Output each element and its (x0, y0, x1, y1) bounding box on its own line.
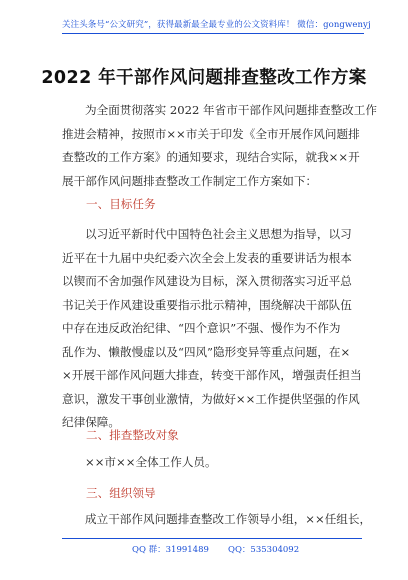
body-line: ×开展干部作风问题大排查，转变干部作风，增强责任担当 (62, 368, 362, 382)
intro-line: 推进会精神，按照市××市关于印发《全市开展作风问题排 (62, 126, 360, 141)
body-line: 近平在十九届中央纪委六次全会上发表的重要讲话为根本 (62, 250, 352, 265)
section-heading-targets: 二、排查整改对象 (86, 428, 179, 442)
body-line: 以锲而不舍加强作风建设为目标，深入贯彻落实习近平总 (62, 274, 352, 288)
intro-line: 为全面贯彻落实 2022 年省市干部作风问题排查整改工作 (85, 103, 377, 117)
intro-line: 查整改的工作方案》的通知要求，现结合实际，就我××开 (62, 150, 360, 164)
section-body-organization (62, 508, 372, 532)
body-line: 书记关于作风建设重要指示批示精神，围绕解决干部队伍 (62, 297, 352, 312)
body-line: 成立干部作风问题排查整改工作领导小组，××任组长， (85, 512, 372, 526)
section-body-goals (62, 223, 362, 435)
footer-qq-group: QQ 群：31991489 (132, 545, 209, 555)
body-line: 乱作为、懒散慢虚以及“四风”隐形变异等重点问题，在× (62, 344, 351, 359)
intro-paragraph (62, 99, 377, 193)
body-line: 中存在违反政治纪律、“四个意识”不强、慢作为不作为 (62, 321, 341, 335)
section-body-targets (62, 451, 362, 475)
section-heading-organization: 三、组织领导 (86, 486, 156, 500)
body-line: 以习近平新时代中国特色社会主义思想为指导，以习 (85, 227, 352, 241)
document-title: 2022 年干部作风问题排查整改工作方案 (41, 68, 367, 88)
footer-contact (62, 538, 362, 555)
section-heading-goals: 一、目标任务 (86, 197, 156, 211)
intro-line: 展干部作风问题排查整改工作制定工作方案如下： (62, 173, 318, 188)
body-line: ××市××全体工作人员。 (85, 455, 217, 469)
body-line: 意识，激发干事创业激情，为做好××工作提供坚强的作风 (62, 391, 360, 406)
body-line: 纪律保障。 (62, 415, 120, 429)
header-banner: 关注头条号“公文研究”，获得最新最全最专业的公文资料库！ 微信：gongwenyj (62, 18, 364, 34)
footer-qq: QQ：535304092 (228, 545, 300, 555)
